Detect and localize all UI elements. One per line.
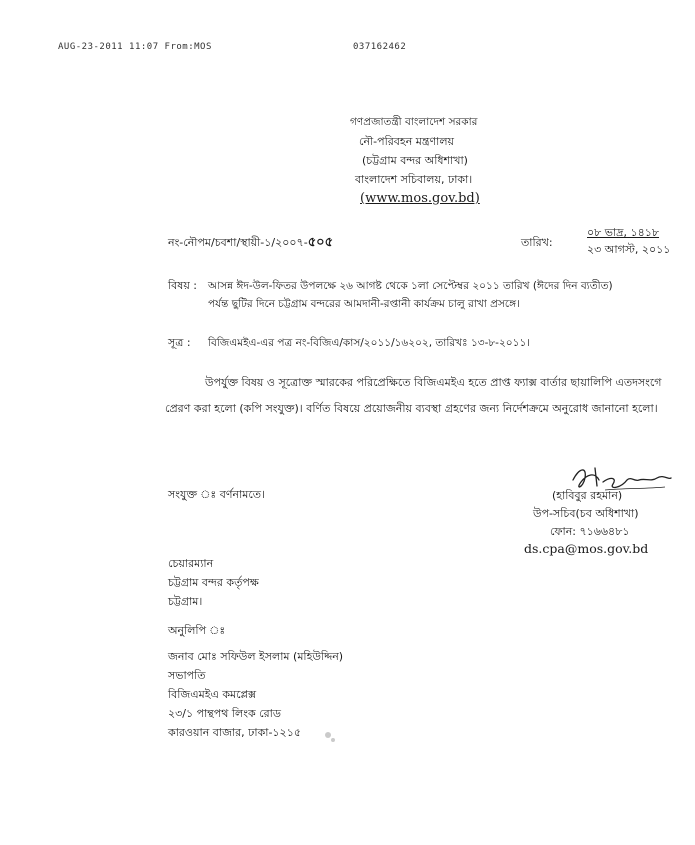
signatory-name: (হাবিবুর রহমান) [552, 489, 623, 502]
body-text: উপর্যুক্ত বিষয় ও সূত্রোক্ত স্মারকের পরিপ্রেক্ষিতে বিজিএমইএ হতে প্রাপ্ত ফ্যাক্স বার্তার ছায়ালিপি এতদসংগে প্রেরণ করা হলো (কপি সংযুক্ত)। বর্ণিত বিষয়ে প্রয়োজনীয় ব্যবস্থা গ্রহণের জন্য নির্দেশক্রমে অনুরোধ জানানো হলো। [165, 376, 662, 415]
date-bangla: ০৮ ভাদ্র, ১৪১৮ [587, 226, 660, 239]
copy-line-org: বিজিএমইএ কমপ্লেক্স [168, 688, 257, 701]
subject-line-1: আসন্ন ঈদ-উল-ফিতর উপলক্ষে ২৬ আগষ্ট থেকে ১লা সেপ্টেম্বর ২০১১ তারিখ (ঈদের দিন ব্যতীত) [208, 280, 613, 292]
recipient-city: চট্টগ্রাম। [168, 595, 203, 608]
copy-line-title: সভাপতি [168, 669, 206, 682]
subject-label: বিষয় : [168, 279, 198, 292]
signatory-phone: ফোন: ৭১৬৬৪৮১ [550, 525, 630, 538]
reference-label: সূত্র : [168, 336, 191, 349]
letterhead-ministry: নৌ-পরিবহন মন্ত্রণালয় [359, 135, 455, 148]
fax-datetime: AUG-23-2011 11:07 From:MOS [58, 42, 212, 52]
reference-text: বিজিএমইএ-এর পত্র নং-বিজিএ/কাস/২০১১/১৬২০২, তারিখঃ ১৩-৮-২০১১। [208, 337, 531, 349]
fax-number: 037162462 [353, 42, 407, 52]
scan-speck [325, 732, 331, 738]
memo-ref-prefix: নং-নৌপম/চবশা/স্থায়ী-১/২০০৭- [168, 236, 308, 249]
enclosure-note: সংযুক্ত ঃ বর্ণনামতে। [168, 488, 265, 501]
signatory-designation: উপ-সচিব(চব অধিশাখা) [533, 507, 639, 520]
copy-line-name: জনাব মোঃ সফিউল ইসলাম (মহিউদ্দিন) [168, 650, 344, 663]
date-gregorian: ২৩ আগস্ট, ২০১১ [587, 243, 671, 256]
copy-label: অনুলিপি ঃ [168, 624, 226, 637]
memo-ref-number: ৫০৫ [307, 235, 334, 250]
letterhead-website: (www.mos.gov.bd) [360, 191, 480, 206]
recipient-designation: চেয়ারম্যান [168, 557, 214, 570]
body-paragraph [165, 370, 670, 422]
letterhead-wing: (চট্টগ্রাম বন্দর অধিশাখা) [362, 154, 468, 167]
memo-reference-number [168, 236, 333, 250]
recipient-organization: চট্টগ্রাম বন্দর কর্তৃপক্ষ [168, 576, 259, 589]
subject-line-2: পর্যন্ত ছুটির দিনে চট্টগ্রাম বন্দরের আমদানী-রপ্তানী কার্যক্রম চালু রাখা প্রসঙ্গে। [208, 298, 520, 310]
copy-line-street: ২৩/১ পান্থপথ লিংক রোড [168, 707, 281, 720]
signatory-email: ds.cpa@mos.gov.bd [524, 541, 649, 556]
letterhead-address: বাংলাদেশ সচিবালয়, ঢাকা। [355, 173, 473, 186]
scan-speck [331, 738, 335, 742]
copy-line-city: কারওয়ান বাজার, ঢাকা-১২১৫ [168, 726, 301, 739]
date-label: তারিখ: [521, 236, 553, 249]
letterhead-government: গণপ্রজাতন্ত্রী বাংলাদেশ সরকার [350, 116, 478, 128]
